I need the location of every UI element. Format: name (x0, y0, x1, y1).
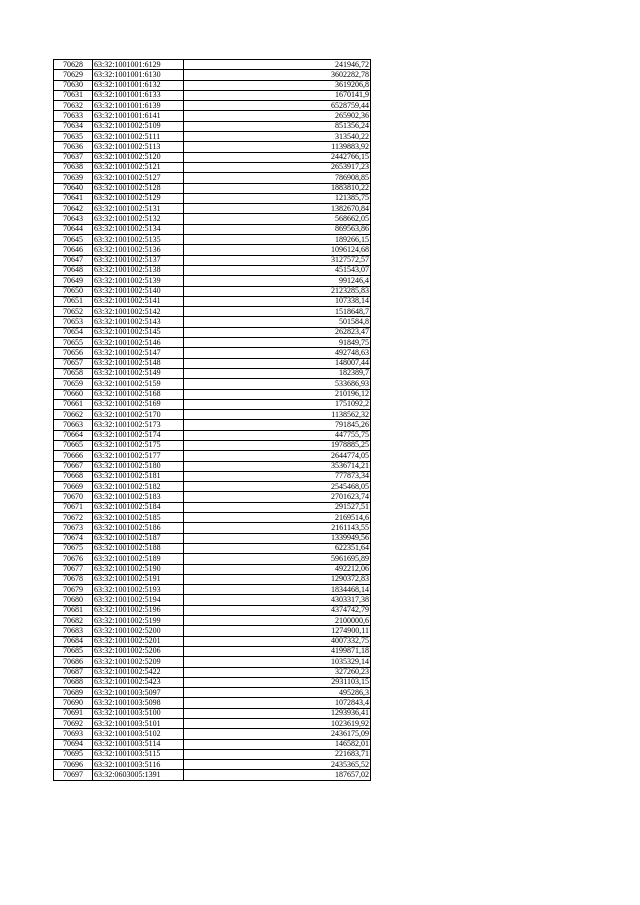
value-cell: 313540,22 (184, 132, 371, 142)
cadastral-number-cell: 63:32:1001002:5159 (93, 379, 184, 389)
table-row (54, 399, 371, 409)
row-number-cell: 70635 (54, 132, 93, 142)
table-row (54, 265, 371, 275)
value-cell: 5961695,89 (184, 554, 371, 564)
value-cell: 265902,36 (184, 111, 371, 121)
table-row (54, 719, 371, 729)
value-cell: 107338,14 (184, 296, 371, 306)
cadastral-number-cell: 63:32:1001002:5127 (93, 173, 184, 183)
table-row (54, 162, 371, 172)
row-number-cell: 70664 (54, 430, 93, 440)
value-cell: 146582,01 (184, 739, 371, 749)
cadastral-number-cell: 63:32:1001002:5134 (93, 224, 184, 234)
value-cell: 262823,47 (184, 327, 371, 337)
table-row (54, 770, 371, 780)
value-cell: 2931103,15 (184, 677, 371, 687)
cadastral-number-cell: 63:32:1001003:5115 (93, 749, 184, 759)
value-cell: 869563,86 (184, 224, 371, 234)
value-cell: 777873,34 (184, 471, 371, 481)
value-cell: 3619206,8 (184, 80, 371, 90)
cadastral-number-cell: 63:32:1001002:5177 (93, 451, 184, 461)
value-cell: 1096124,68 (184, 245, 371, 255)
value-cell: 327260,23 (184, 667, 371, 677)
value-cell: 182389,7 (184, 368, 371, 378)
cadastral-number-cell: 63:32:1001002:5141 (93, 296, 184, 306)
row-number-cell: 70690 (54, 698, 93, 708)
table-row (54, 626, 371, 636)
cadastral-number-cell: 63:32:1001002:5149 (93, 368, 184, 378)
value-cell: 1382670,84 (184, 204, 371, 214)
row-number-cell: 70666 (54, 451, 93, 461)
row-number-cell: 70675 (54, 543, 93, 553)
table-row (54, 698, 371, 708)
table-row (54, 482, 371, 492)
row-number-cell: 70660 (54, 389, 93, 399)
cadastral-number-cell: 63:32:1001003:5116 (93, 760, 184, 770)
row-number-cell: 70669 (54, 482, 93, 492)
table-row (54, 451, 371, 461)
cadastral-number-cell: 63:32:1001002:5181 (93, 471, 184, 481)
row-number-cell: 70689 (54, 688, 93, 698)
cadastral-number-cell: 63:32:1001002:5109 (93, 121, 184, 131)
row-number-cell: 70654 (54, 327, 93, 337)
value-cell: 91849,75 (184, 338, 371, 348)
value-cell: 2701623,74 (184, 492, 371, 502)
table-row (54, 729, 371, 739)
cadastral-number-cell: 63:32:1001002:5120 (93, 152, 184, 162)
row-number-cell: 70647 (54, 255, 93, 265)
row-number-cell: 70629 (54, 70, 93, 80)
cadastral-number-cell: 63:32:1001002:5145 (93, 327, 184, 337)
row-number-cell: 70633 (54, 111, 93, 121)
table-row (54, 338, 371, 348)
table-row (54, 420, 371, 430)
row-number-cell: 70679 (54, 585, 93, 595)
table-row (54, 708, 371, 718)
table-row (54, 667, 371, 677)
cadastral-number-cell: 63:32:1001002:5146 (93, 338, 184, 348)
row-number-cell: 70687 (54, 667, 93, 677)
table-row (54, 90, 371, 100)
cadastral-number-cell: 63:32:1001002:5182 (93, 482, 184, 492)
row-number-cell: 70641 (54, 193, 93, 203)
table-row (54, 70, 371, 80)
value-cell: 1293936,41 (184, 708, 371, 718)
cadastral-number-cell: 63:32:1001002:5200 (93, 626, 184, 636)
table-row (54, 440, 371, 450)
cadastral-number-cell: 63:32:1001003:5098 (93, 698, 184, 708)
value-cell: 2545468,05 (184, 482, 371, 492)
row-number-cell: 70663 (54, 420, 93, 430)
value-cell: 495286,3 (184, 688, 371, 698)
table-row (54, 749, 371, 759)
row-number-cell: 70681 (54, 605, 93, 615)
value-cell: 221683,71 (184, 749, 371, 759)
row-number-cell: 70673 (54, 523, 93, 533)
table-row (54, 193, 371, 203)
cadastral-number-cell: 63:32:1001002:5142 (93, 307, 184, 317)
row-number-cell: 70645 (54, 235, 93, 245)
value-cell: 3536714,21 (184, 461, 371, 471)
row-number-cell: 70643 (54, 214, 93, 224)
cadastral-number-cell: 63:32:1001003:5114 (93, 739, 184, 749)
table-row (54, 80, 371, 90)
table-row (54, 132, 371, 142)
value-cell: 3127572,57 (184, 255, 371, 265)
row-number-cell: 70688 (54, 677, 93, 687)
row-number-cell: 70661 (54, 399, 93, 409)
table-row (54, 595, 371, 605)
cadastral-number-cell: 63:32:1001002:5173 (93, 420, 184, 430)
value-cell: 4007332,75 (184, 636, 371, 646)
row-number-cell: 70697 (54, 770, 93, 780)
value-cell: 4199871,18 (184, 646, 371, 656)
row-number-cell: 70636 (54, 142, 93, 152)
cadastral-number-cell: 63:32:1001001:6141 (93, 111, 184, 121)
table-row (54, 296, 371, 306)
cadastral-number-cell: 63:32:1001001:6130 (93, 70, 184, 80)
table-row (54, 389, 371, 399)
table-row (54, 348, 371, 358)
table-row (54, 173, 371, 183)
cadastral-number-cell: 63:32:1001002:5423 (93, 677, 184, 687)
value-cell: 492212,06 (184, 564, 371, 574)
table-row (54, 616, 371, 626)
data-table (53, 59, 371, 781)
row-number-cell: 70646 (54, 245, 93, 255)
row-number-cell: 70656 (54, 348, 93, 358)
cadastral-number-cell: 63:32:1001002:5138 (93, 265, 184, 275)
value-cell: 1139883,92 (184, 142, 371, 152)
row-number-cell: 70680 (54, 595, 93, 605)
value-cell: 2123285,83 (184, 286, 371, 296)
cadastral-number-cell: 63:32:1001003:5102 (93, 729, 184, 739)
row-number-cell: 70649 (54, 276, 93, 286)
cadastral-number-cell: 63:32:1001003:5100 (93, 708, 184, 718)
row-number-cell: 70672 (54, 513, 93, 523)
table-row (54, 492, 371, 502)
cadastral-number-cell: 63:32:1001002:5147 (93, 348, 184, 358)
table-row (54, 502, 371, 512)
value-cell: 991246,4 (184, 276, 371, 286)
cadastral-number-cell: 63:32:1001002:5113 (93, 142, 184, 152)
cadastral-number-cell: 63:32:1001002:5186 (93, 523, 184, 533)
cadastral-number-cell: 63:32:1001002:5199 (93, 616, 184, 626)
row-number-cell: 70686 (54, 657, 93, 667)
cadastral-number-cell: 63:32:1001002:5185 (93, 513, 184, 523)
row-number-cell: 70678 (54, 574, 93, 584)
value-cell: 2436175,09 (184, 729, 371, 739)
cadastral-number-cell: 63:32:1001002:5140 (93, 286, 184, 296)
row-number-cell: 70639 (54, 173, 93, 183)
cadastral-number-cell: 63:32:1001002:5184 (93, 502, 184, 512)
table-row (54, 688, 371, 698)
cadastral-number-cell: 63:32:1001002:5121 (93, 162, 184, 172)
value-cell: 4374742,79 (184, 605, 371, 615)
value-cell: 2169514,6 (184, 513, 371, 523)
row-number-cell: 70684 (54, 636, 93, 646)
value-cell: 568662,05 (184, 214, 371, 224)
table-row (54, 317, 371, 327)
row-number-cell: 70642 (54, 204, 93, 214)
value-cell: 1035329,14 (184, 657, 371, 667)
cadastral-number-cell: 63:32:1001003:5097 (93, 688, 184, 698)
value-cell: 1883810,22 (184, 183, 371, 193)
value-cell: 851356,24 (184, 121, 371, 131)
cadastral-number-cell: 63:32:1001002:5201 (93, 636, 184, 646)
table-row (54, 564, 371, 574)
table-row (54, 121, 371, 131)
row-number-cell: 70677 (54, 564, 93, 574)
row-number-cell: 70685 (54, 646, 93, 656)
table-row (54, 327, 371, 337)
row-number-cell: 70696 (54, 760, 93, 770)
row-number-cell: 70662 (54, 410, 93, 420)
table-row (54, 657, 371, 667)
row-number-cell: 70659 (54, 379, 93, 389)
table-row (54, 307, 371, 317)
row-number-cell: 70652 (54, 307, 93, 317)
row-number-cell: 70634 (54, 121, 93, 131)
table-row (54, 358, 371, 368)
table-row (54, 471, 371, 481)
value-cell: 3602282,78 (184, 70, 371, 80)
value-cell: 1339949,56 (184, 533, 371, 543)
row-number-cell: 70695 (54, 749, 93, 759)
cadastral-number-cell: 63:32:1001002:5137 (93, 255, 184, 265)
cadastral-number-cell: 63:32:1001002:5132 (93, 214, 184, 224)
cadastral-number-cell: 63:32:1001002:5169 (93, 399, 184, 409)
table-row (54, 142, 371, 152)
cadastral-number-cell: 63:32:1001002:5206 (93, 646, 184, 656)
table-row (54, 585, 371, 595)
row-number-cell: 70657 (54, 358, 93, 368)
table-row (54, 410, 371, 420)
table-row (54, 533, 371, 543)
table-row (54, 224, 371, 234)
cadastral-number-cell: 63:32:1001002:5422 (93, 667, 184, 677)
value-cell: 1290372,83 (184, 574, 371, 584)
table-row (54, 183, 371, 193)
table-row (54, 430, 371, 440)
table-row (54, 245, 371, 255)
value-cell: 786908,85 (184, 173, 371, 183)
table-row (54, 368, 371, 378)
table-row (54, 214, 371, 224)
cadastral-number-cell: 63:32:1001002:5139 (93, 276, 184, 286)
value-cell: 210196,12 (184, 389, 371, 399)
table-row (54, 60, 371, 70)
row-number-cell: 70632 (54, 101, 93, 111)
value-cell: 1072843,4 (184, 698, 371, 708)
value-cell: 1834468,14 (184, 585, 371, 595)
value-cell: 791845,26 (184, 420, 371, 430)
table-row (54, 461, 371, 471)
row-number-cell: 70655 (54, 338, 93, 348)
value-cell: 241946,72 (184, 60, 371, 70)
table-row (54, 379, 371, 389)
value-cell: 189266,15 (184, 235, 371, 245)
row-number-cell: 70628 (54, 60, 93, 70)
value-cell: 1751092,2 (184, 399, 371, 409)
row-number-cell: 70670 (54, 492, 93, 502)
row-number-cell: 70682 (54, 616, 93, 626)
value-cell: 148007,44 (184, 358, 371, 368)
table-row (54, 111, 371, 121)
value-cell: 187657,02 (184, 770, 371, 780)
cadastral-number-cell: 63:32:1001002:5175 (93, 440, 184, 450)
table-row (54, 636, 371, 646)
value-cell: 451543,07 (184, 265, 371, 275)
table-row (54, 152, 371, 162)
cadastral-number-cell: 63:32:1001002:5136 (93, 245, 184, 255)
cadastral-number-cell: 63:32:1001002:5111 (93, 132, 184, 142)
row-number-cell: 70638 (54, 162, 93, 172)
cadastral-number-cell: 63:32:1001002:5143 (93, 317, 184, 327)
value-cell: 1138562,32 (184, 410, 371, 420)
cadastral-number-cell: 63:32:1001002:5183 (93, 492, 184, 502)
cadastral-number-cell: 63:32:1001001:6139 (93, 101, 184, 111)
row-number-cell: 70640 (54, 183, 93, 193)
value-cell: 2653917,23 (184, 162, 371, 172)
value-cell: 2161143,55 (184, 523, 371, 533)
row-number-cell: 70650 (54, 286, 93, 296)
cadastral-number-cell: 63:32:1001003:5101 (93, 719, 184, 729)
value-cell: 1518648,7 (184, 307, 371, 317)
row-number-cell: 70692 (54, 719, 93, 729)
cadastral-number-cell: 63:32:1001001:6132 (93, 80, 184, 90)
row-number-cell: 70693 (54, 729, 93, 739)
table-row (54, 677, 371, 687)
value-cell: 1023619,92 (184, 719, 371, 729)
value-cell: 121385,75 (184, 193, 371, 203)
value-cell: 4303317,38 (184, 595, 371, 605)
table-row (54, 574, 371, 584)
table-row (54, 235, 371, 245)
cadastral-number-cell: 63:32:1001002:5188 (93, 543, 184, 553)
cadastral-number-cell: 63:32:1001002:5131 (93, 204, 184, 214)
row-number-cell: 70648 (54, 265, 93, 275)
row-number-cell: 70651 (54, 296, 93, 306)
row-number-cell: 70630 (54, 80, 93, 90)
row-number-cell: 70631 (54, 90, 93, 100)
row-number-cell: 70637 (54, 152, 93, 162)
cadastral-number-cell: 63:32:1001002:5170 (93, 410, 184, 420)
value-cell: 1274900,11 (184, 626, 371, 636)
cadastral-number-cell: 63:32:1001002:5174 (93, 430, 184, 440)
row-number-cell: 70644 (54, 224, 93, 234)
table-row (54, 255, 371, 265)
cadastral-number-cell: 63:32:1001002:5187 (93, 533, 184, 543)
value-cell: 622351,64 (184, 543, 371, 553)
row-number-cell: 70658 (54, 368, 93, 378)
row-number-cell: 70667 (54, 461, 93, 471)
cadastral-number-cell: 63:32:1001002:5194 (93, 595, 184, 605)
cadastral-number-cell: 63:32:1001002:5189 (93, 554, 184, 564)
row-number-cell: 70683 (54, 626, 93, 636)
cadastral-number-cell: 63:32:1001001:6129 (93, 60, 184, 70)
value-cell: 533686,93 (184, 379, 371, 389)
value-cell: 447755,75 (184, 430, 371, 440)
value-cell: 1978885,25 (184, 440, 371, 450)
cadastral-number-cell: 63:32:1001002:5128 (93, 183, 184, 193)
table-row (54, 739, 371, 749)
table-row (54, 276, 371, 286)
value-cell: 2644774,05 (184, 451, 371, 461)
table-row (54, 543, 371, 553)
value-cell: 492748,63 (184, 348, 371, 358)
cadastral-number-cell: 63:32:1001002:5135 (93, 235, 184, 245)
cadastral-number-cell: 63:32:1001002:5196 (93, 605, 184, 615)
cadastral-number-cell: 63:32:0603005:1391 (93, 770, 184, 780)
row-number-cell: 70668 (54, 471, 93, 481)
value-cell: 6528759,44 (184, 101, 371, 111)
row-number-cell: 70674 (54, 533, 93, 543)
value-cell: 501584,8 (184, 317, 371, 327)
cadastral-number-cell: 63:32:1001002:5168 (93, 389, 184, 399)
table-row (54, 605, 371, 615)
cadastral-number-cell: 63:32:1001002:5209 (93, 657, 184, 667)
row-number-cell: 70653 (54, 317, 93, 327)
value-cell: 2442766,15 (184, 152, 371, 162)
row-number-cell: 70665 (54, 440, 93, 450)
cadastral-number-cell: 63:32:1001001:6133 (93, 90, 184, 100)
table-row (54, 204, 371, 214)
value-cell: 2435365,52 (184, 760, 371, 770)
value-cell: 291527,51 (184, 502, 371, 512)
table-body (54, 60, 371, 781)
cadastral-number-cell: 63:32:1001002:5191 (93, 574, 184, 584)
cadastral-number-cell: 63:32:1001002:5129 (93, 193, 184, 203)
table-row (54, 513, 371, 523)
table-row (54, 286, 371, 296)
cadastral-number-cell: 63:32:1001002:5148 (93, 358, 184, 368)
table-row (54, 101, 371, 111)
table-row (54, 760, 371, 770)
cadastral-number-cell: 63:32:1001002:5180 (93, 461, 184, 471)
row-number-cell: 70694 (54, 739, 93, 749)
table-row (54, 646, 371, 656)
table-row (54, 523, 371, 533)
row-number-cell: 70671 (54, 502, 93, 512)
row-number-cell: 70691 (54, 708, 93, 718)
table-row (54, 554, 371, 564)
value-cell: 1670141,9 (184, 90, 371, 100)
cadastral-number-cell: 63:32:1001002:5190 (93, 564, 184, 574)
cadastral-number-cell: 63:32:1001002:5193 (93, 585, 184, 595)
row-number-cell: 70676 (54, 554, 93, 564)
value-cell: 2100000,6 (184, 616, 371, 626)
